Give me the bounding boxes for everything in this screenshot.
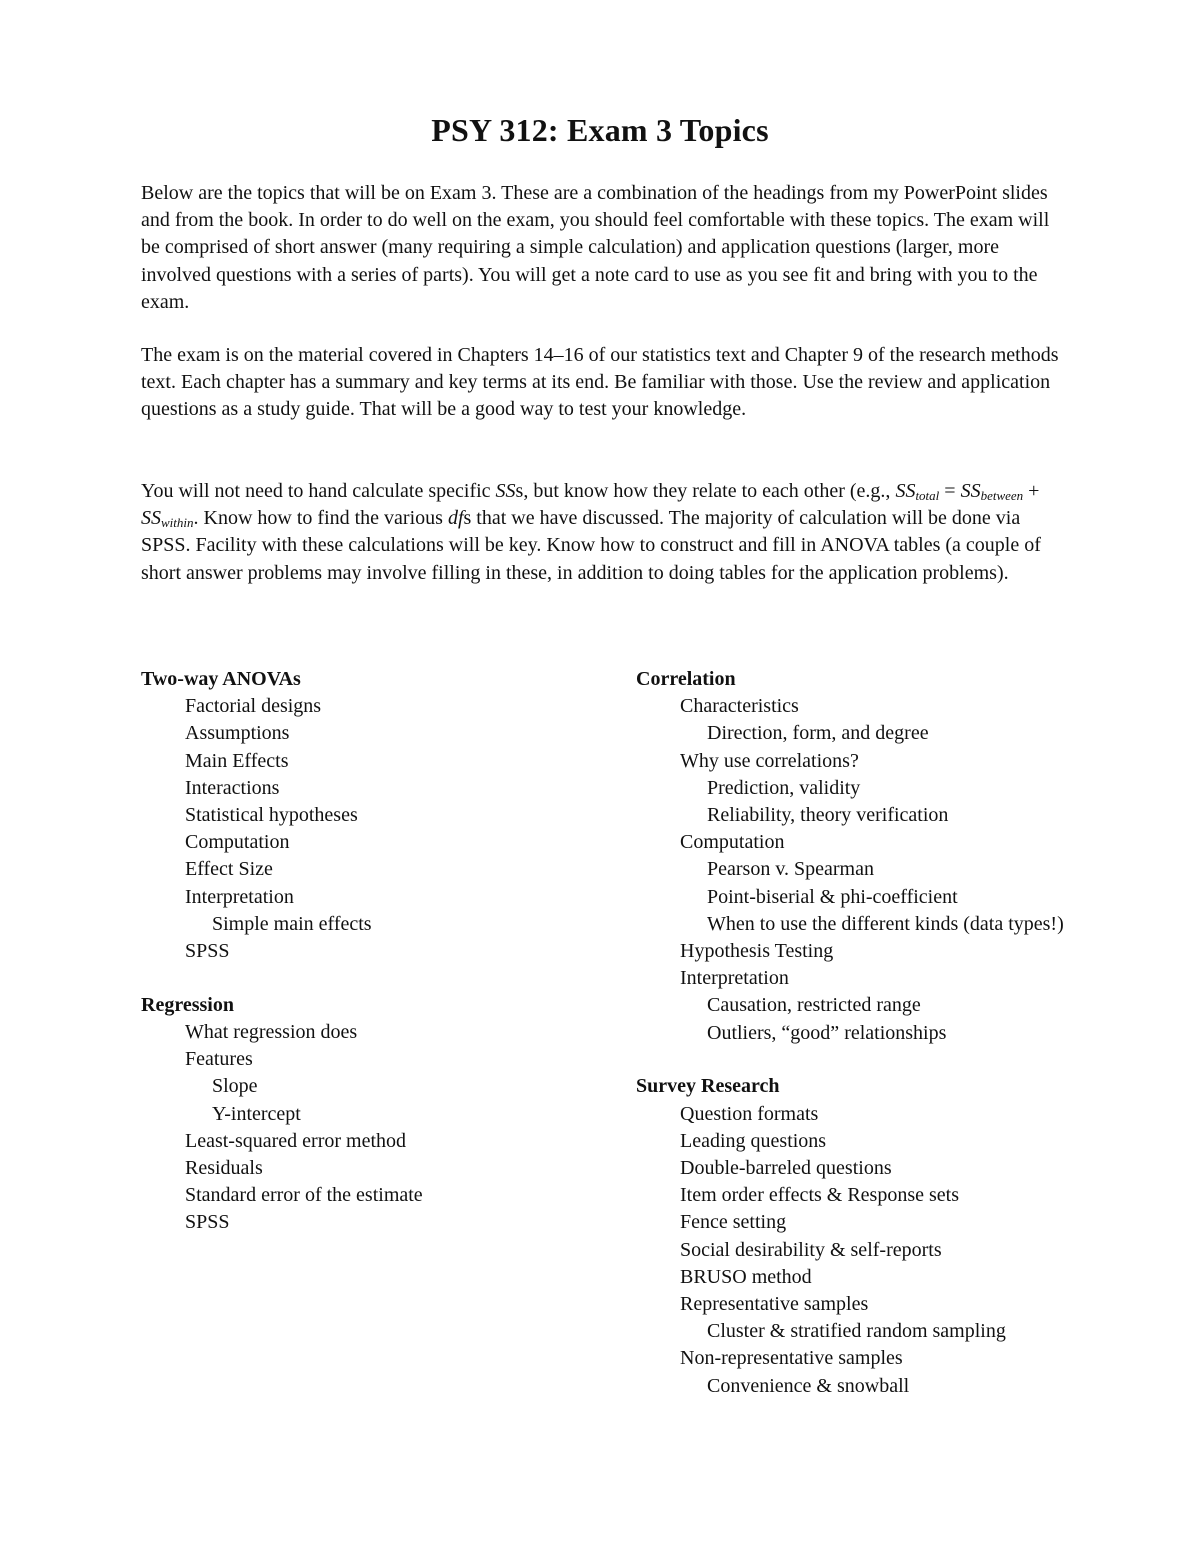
topic-item: Double-barreled questions (680, 1157, 892, 1180)
topic-item: Factorial designs (185, 695, 322, 718)
ss-total-subscript: total (915, 488, 940, 503)
topic-item: What regression does (185, 1021, 358, 1044)
subtopic-item: When to use the different kinds (data types!) (707, 912, 1064, 935)
subtopic-item: Simple main effects (212, 912, 372, 935)
topic-item: SPSS (185, 940, 230, 963)
intro-paragraph-2: The exam is on the material covered in Chapters 14–16 of our statistics text and Chapter 9 of the research methods text. Each chapter has a summary and key terms at its end. Be familiar with those. Use the review and application questions as a study guide. That will be a good way to test your knowledge. (141, 344, 1059, 421)
ss-between-symbol: SS (960, 480, 981, 502)
topic-item: Main Effects (185, 749, 289, 772)
topic-item: SPSS (185, 1211, 230, 1234)
subtopic-item: Y-intercept (212, 1102, 301, 1125)
topic-section-two-way-anovas (141, 666, 661, 965)
topic-item: Interpretation (680, 967, 789, 990)
topic-item: Interpretation (185, 885, 294, 908)
topic-item: Features (185, 1048, 253, 1071)
topic-item: Social desirability & self-reports (680, 1238, 942, 1261)
subtopic-item: Prediction, validity (707, 776, 861, 799)
topic-item: Statistical hypotheses (185, 804, 358, 827)
intro-paragraph-3 (141, 478, 1071, 587)
section-heading: Survey Research (636, 1075, 780, 1098)
topic-item: Effect Size (185, 858, 273, 881)
subtopic-item: Pearson v. Spearman (707, 858, 874, 881)
ss-total-symbol: SS (895, 480, 916, 502)
ss-within-symbol: SS (141, 507, 161, 530)
subtopic-item: Outliers, “good” relationships (707, 1021, 947, 1044)
topic-item: Why use correlations? (680, 749, 859, 772)
section-heading: Correlation (636, 668, 736, 690)
plus-sign: + (1023, 480, 1040, 502)
subtopic-item: Reliability, theory verification (707, 804, 949, 827)
page-title: PSY 312: Exam 3 Topics (431, 112, 769, 148)
topic-section-correlation (636, 666, 1156, 1047)
subtopic-item: Convenience & snowball (707, 1374, 910, 1397)
topic-item: Leading questions (680, 1129, 827, 1152)
p3-text: . Know how to find the various (193, 507, 448, 530)
topic-item: Computation (185, 831, 290, 854)
topics-left-column (141, 666, 661, 1263)
topic-item: Residuals (185, 1157, 263, 1180)
subtopic-item: Cluster & stratified random sampling (707, 1320, 1006, 1343)
df-symbol: df (447, 507, 464, 530)
equals-sign: = (939, 480, 961, 502)
topic-item: Non-representative samples (680, 1347, 903, 1370)
topic-item: Least-squared error method (185, 1129, 407, 1152)
topic-section-survey-research (636, 1073, 1156, 1399)
topic-item: Standard error of the estimate (185, 1184, 423, 1207)
topic-item: Interactions (185, 776, 280, 799)
topic-item: Assumptions (185, 722, 290, 745)
ss-between-subscript: between (980, 488, 1024, 503)
ss-symbol: SS (495, 480, 516, 502)
topic-item: Question formats (680, 1102, 819, 1125)
p3-text: You will not need to hand calculate specific (141, 480, 496, 502)
subtopic-item: Slope (212, 1075, 258, 1098)
topic-item: Representative samples (680, 1293, 869, 1316)
intro-paragraph-1: Below are the topics that will be on Exam 3. These are a combination of the headings from my PowerPoint slides and from the book. In order to do well on the exam, you should feel comfortable with these topics. The exam will be comprised of short answer (many requiring a simple calculation) and application questions (larger, more involved questions with a series of parts). You will get a note card to use as you see fit and bring with you to the exam. (141, 182, 1050, 313)
topic-item: Computation (680, 831, 785, 854)
topics-right-column (636, 666, 1156, 1426)
topic-item: BRUSO method (680, 1265, 812, 1288)
ss-within-subscript: within (161, 515, 194, 531)
topic-item: Hypothesis Testing (680, 940, 834, 963)
section-heading: Two-way ANOVAs (141, 668, 301, 690)
p3-text: s, but know how they relate to each other (e.g., (515, 480, 896, 502)
p3-text: s that we have discussed. The majority of calculation will be done via SPSS. Facility with these calculations will be key. Know how to construct and fill in ANOVA tables (a couple of short answer problems may involve filling in these, in addition to doing tables for the application problems). (141, 507, 1041, 584)
subtopic-item: Direction, form, and degree (707, 722, 929, 745)
section-heading: Regression (141, 993, 234, 1016)
topic-item: Fence setting (680, 1211, 787, 1234)
subtopic-item: Point-biserial & phi-coefficient (707, 885, 958, 908)
subtopic-item: Causation, restricted range (707, 994, 921, 1017)
topic-item: Item order effects & Response sets (680, 1184, 959, 1207)
topic-item: Characteristics (680, 695, 799, 718)
topic-section-regression (141, 992, 661, 1237)
